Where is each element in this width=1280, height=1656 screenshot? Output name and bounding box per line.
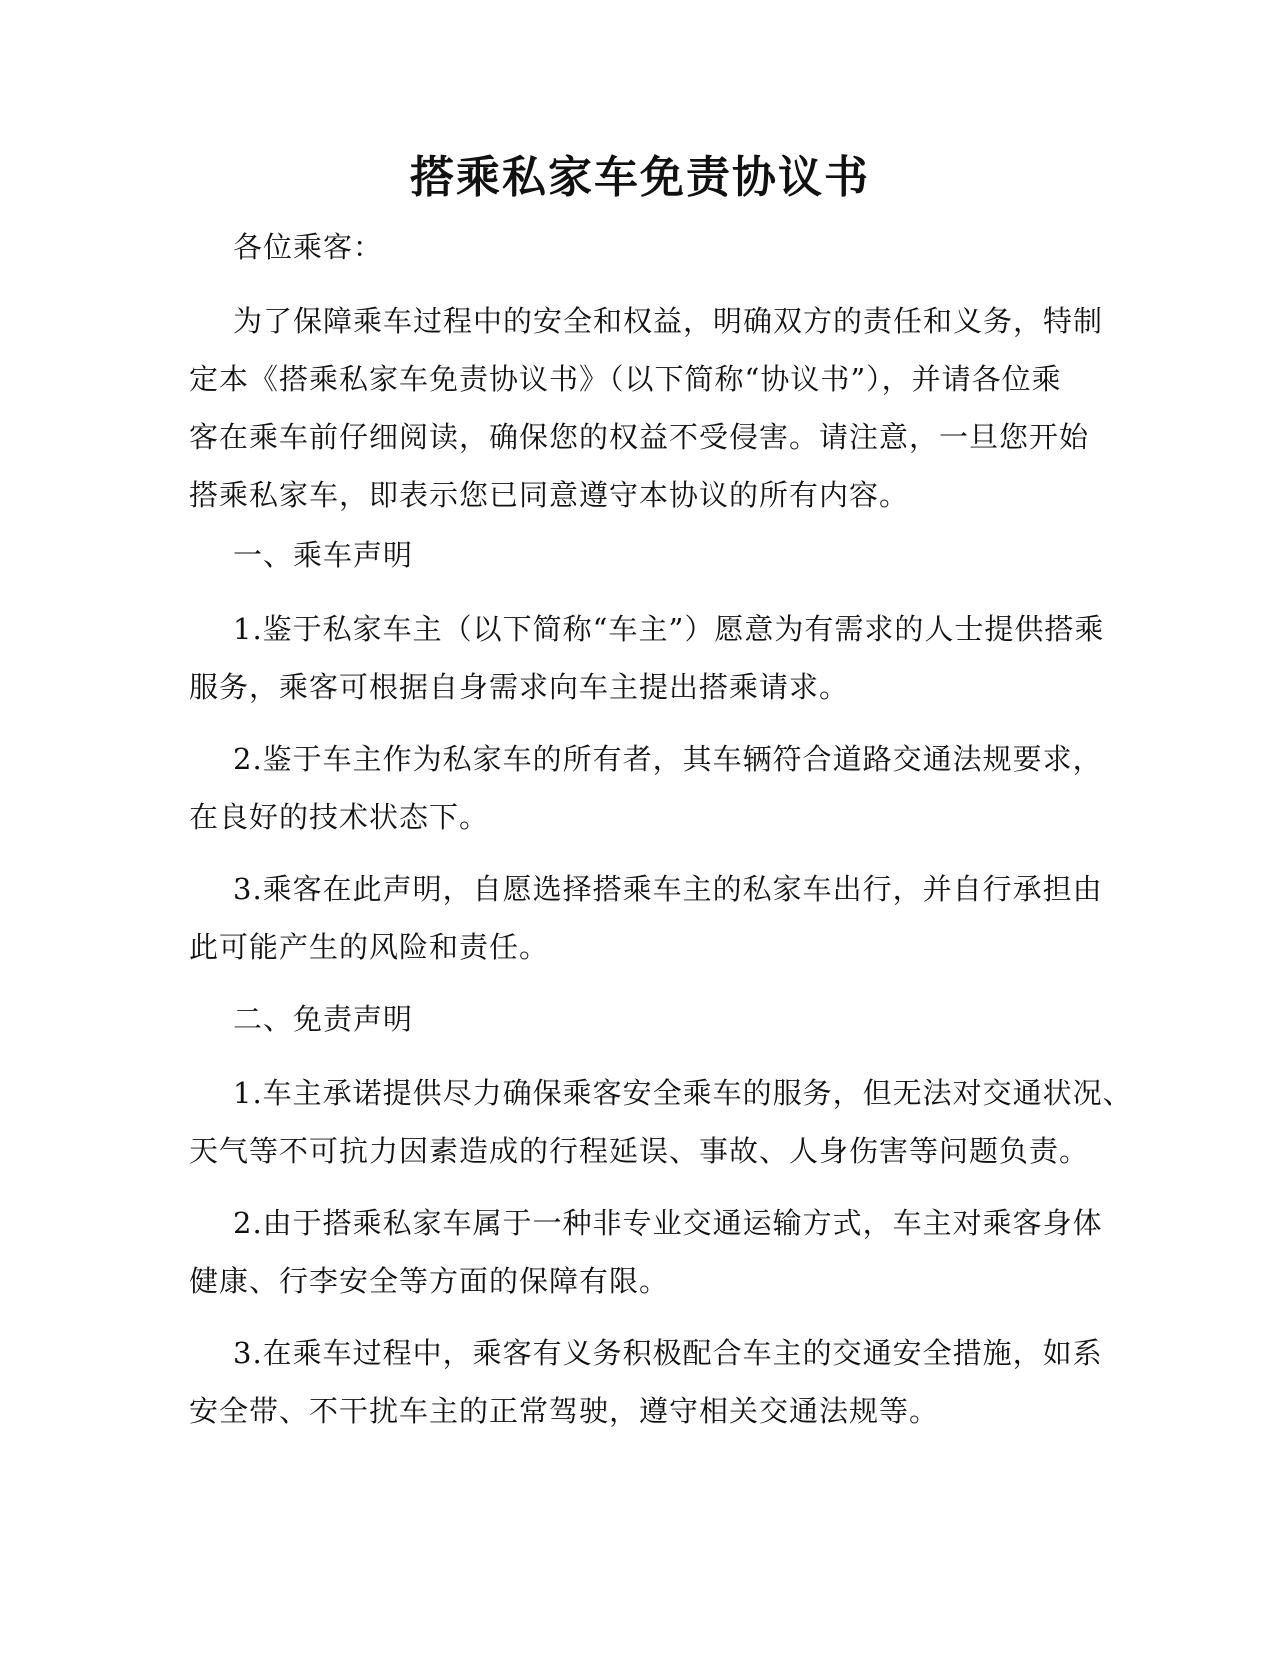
item-line: 3.在乘车过程中，乘客有义务积极配合车主的交通安全措施，如系 <box>233 1336 1103 1370</box>
section-heading: 二、免责声明 <box>233 1002 414 1036</box>
item-line: 健康、行李安全等方面的保障有限。 <box>189 1264 670 1298</box>
item-line: 在良好的技术状态下。 <box>189 800 490 834</box>
item-line: 2.鉴于车主作为私家车的所有者，其车辆符合道路交通法规要求， <box>233 742 1103 776</box>
item-line: 服务，乘客可根据自身需求向车主提出搭乘请求。 <box>189 670 850 704</box>
section-heading: 一、乘车声明 <box>233 538 414 572</box>
item-line: 3.乘客在此声明，自愿选择搭乘车主的私家车出行，并自行承担由 <box>233 872 1103 906</box>
section1-item-1 <box>189 600 1105 716</box>
item-line: 此可能产生的风险和责任。 <box>189 930 550 964</box>
section1-item-2 <box>189 730 1103 846</box>
item-line: 2.由于搭乘私家车属于一种非专业交通运输方式，车主对乘客身体 <box>233 1206 1103 1240</box>
salutation <box>189 218 1099 276</box>
section2-item-2 <box>189 1194 1103 1310</box>
intro-line: 为了保障乘车过程中的安全和权益，明确双方的责任和义务，特制 <box>233 304 1104 338</box>
intro-paragraph <box>189 292 1104 524</box>
section1-heading <box>189 526 1099 584</box>
item-line: 安全带、不干扰车主的正常驾驶，遵守相关交通法规等。 <box>189 1394 940 1428</box>
intro-line: 定本《搭乘私家车免责协议书》（以下简称“协议书”），并请各位乘 <box>189 362 1062 396</box>
item-line: 天气等不可抗力因素造成的行程延误、事故、人身伤害等问题负责。 <box>189 1134 1090 1168</box>
section2-item-1 <box>189 1064 1133 1180</box>
document-title: 搭乘私家车免责协议书 <box>410 152 870 203</box>
intro-line: 搭乘私家车，即表示您已同意遵守本协议的所有内容。 <box>189 478 910 512</box>
section1-item-3 <box>189 860 1103 976</box>
item-line: 1.车主承诺提供尽力确保乘客安全乘车的服务，但无法对交通状况、 <box>233 1076 1133 1110</box>
salutation-text: 各位乘客： <box>233 230 384 264</box>
section2-heading <box>189 990 1099 1048</box>
intro-line: 客在乘车前仔细阅读，确保您的权益不受侵害。请注意，一旦您开始 <box>189 420 1090 454</box>
item-line: 1.鉴于私家车主（以下简称“车主”）愿意为有需求的人士提供搭乘 <box>233 612 1105 646</box>
section2-item-3 <box>189 1324 1103 1440</box>
